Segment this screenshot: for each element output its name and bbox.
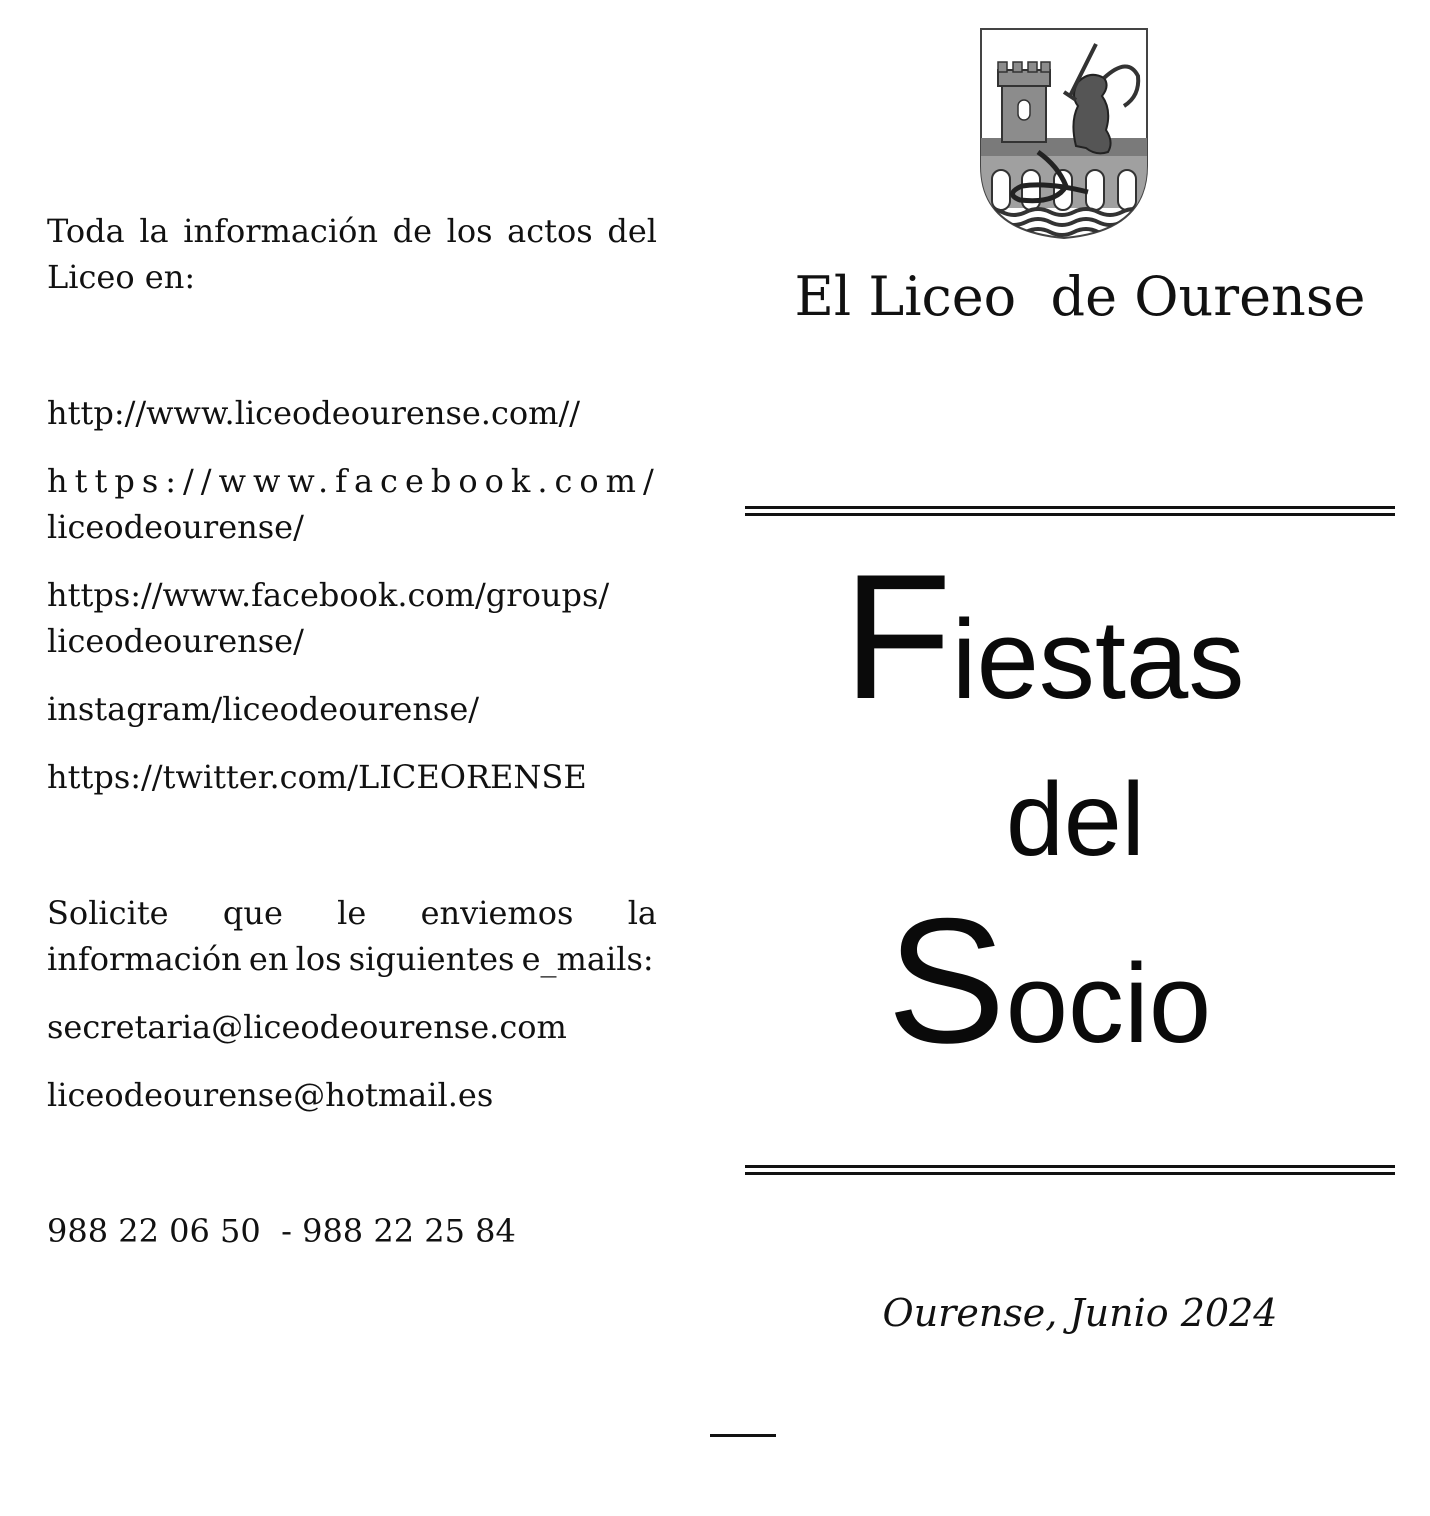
title-socio-rest: ocio (1005, 941, 1212, 1066)
place-and-date: Ourense, Junio 2024 (882, 1291, 1278, 1335)
fold-mark (710, 1434, 776, 1437)
twitter-link[interactable]: https://twitter.com/LICEORENSE (47, 758, 587, 796)
organization-name: El Liceo de Ourense (794, 265, 1366, 328)
facebook-page-link-line2: liceodeourense/ (47, 508, 304, 546)
facebook-group-link-line2: liceodeourense/ (47, 622, 304, 660)
facebook-group-link-line1: https://www.facebook.com/groups/ (47, 576, 610, 614)
website-link[interactable]: http://www.liceodeourense.com// (47, 394, 581, 432)
cover-panel (745, 0, 1395, 1516)
title-socio (887, 881, 1212, 1080)
bottom-double-rule (745, 1165, 1395, 1175)
facebook-page-link-line1: https://www.facebook.com/ (47, 462, 661, 500)
email-request-text: Solicite que le enviemos la información en los siguientes e_mails: (47, 894, 657, 978)
title-fiestas-rest: iestas (951, 597, 1245, 722)
phone-numbers: 988 22 06 50 - 988 22 25 84 (47, 1212, 516, 1250)
facebook-group-link[interactable] (47, 572, 657, 664)
title-del: del (1006, 762, 1145, 878)
title-fiestas-initial: F (843, 537, 952, 736)
title-fiestas (843, 537, 1245, 736)
email-hotmail[interactable]: liceodeourense@hotmail.es (47, 1076, 494, 1114)
facebook-page-link[interactable] (47, 458, 661, 550)
top-double-rule (745, 506, 1395, 516)
title-socio-initial: S (887, 881, 1006, 1080)
intro-text: Toda la información de los actos del Liceo en: (47, 212, 657, 296)
email-secretaria[interactable]: secretaria@liceodeourense.com (47, 1008, 567, 1046)
instagram-link[interactable]: instagram/liceodeourense/ (47, 690, 480, 728)
liceo-crest-icon (978, 26, 1150, 242)
